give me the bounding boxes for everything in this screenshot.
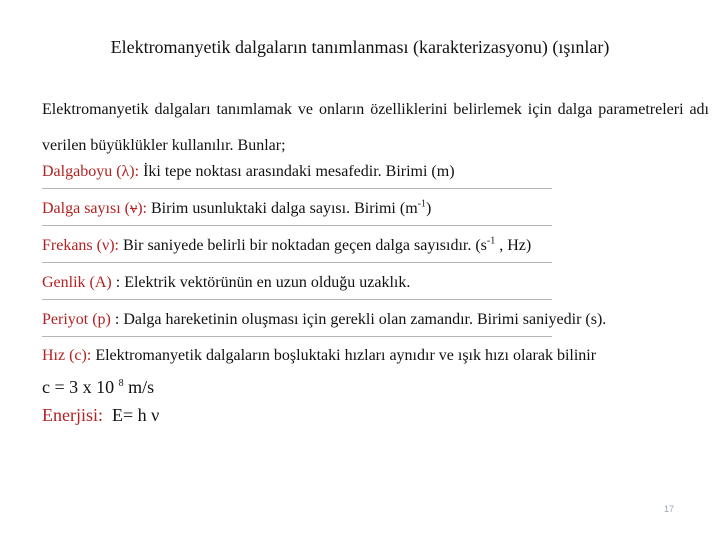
divider — [42, 299, 552, 300]
term-amplitude: Genlik (A) — [42, 274, 112, 291]
divider — [42, 262, 552, 263]
definition-period — [42, 310, 606, 330]
energy-formula — [42, 404, 159, 426]
term-wavenumber — [42, 200, 147, 217]
definition-frequency-end: , Hz) — [495, 237, 532, 254]
exponent: -1 — [417, 198, 426, 210]
term-frequency: Frekans (ν): — [42, 237, 119, 254]
wavenumber-symbol: ν — [129, 200, 138, 217]
page-number: 17 — [664, 504, 675, 514]
definition-wavelength — [42, 162, 455, 182]
term-wavelength: Dalgaboyu (λ): — [42, 163, 140, 180]
speed-of-light-formula — [42, 376, 154, 398]
divider — [42, 188, 552, 189]
term-period: Periyot (p) — [42, 311, 111, 328]
formula-base: c = 3 x 10 — [42, 377, 119, 397]
definition-amplitude — [42, 273, 410, 293]
energy-equation: E= h ν — [103, 405, 160, 425]
definition-speed-text: Elektromanyetik dalgaların boşluktaki hızları aynıdır ve ışık hızı olarak bilinir — [91, 347, 597, 364]
definition-period-text: : Dalga hareketinin oluşması için gerekli olan zamandır. Birimi saniyedir (s). — [110, 311, 607, 328]
formula-exponent: 8 — [118, 378, 124, 389]
definition-wavenumber-end: ) — [426, 200, 432, 217]
term-wavenumber-suffix: ): — [137, 200, 147, 217]
definition-wavenumber-text: Birim usunluktaki dalga sayısı. Birimi (m — [147, 200, 418, 217]
term-wavenumber-prefix: Dalga sayısı ( — [42, 200, 130, 217]
definition-amplitude-text: : Elektrik vektörünün en uzun olduğu uzaklık. — [111, 274, 411, 291]
divider — [42, 225, 552, 226]
formula-unit: m/s — [123, 377, 155, 397]
slide-title: Elektromanyetik dalgaların tanımlanması (karakterizasyonu) (ışınlar) — [110, 37, 610, 57]
definition-frequency — [42, 236, 531, 256]
definition-frequency-text: Bir saniyede belirli bir noktadan geçen dalga sayısıdır. (s — [119, 237, 487, 254]
intro-paragraph: Elektromanyetik dalgaları tanımlamak ve onların özelliklerini belirlemek için dalga parametreleri adı verilen büyüklükler kullanılır. Bunlar; — [42, 101, 709, 154]
energy-label: Enerjisi: — [42, 405, 103, 425]
definition-speed — [42, 346, 596, 366]
definition-wavelength-text: İki tepe noktası arasındaki mesafedir. Birimi (m) — [139, 163, 455, 180]
definition-wavenumber — [42, 199, 431, 219]
exponent: -1 — [486, 235, 496, 247]
term-speed: Hız (c): — [42, 347, 92, 364]
divider — [42, 336, 552, 337]
